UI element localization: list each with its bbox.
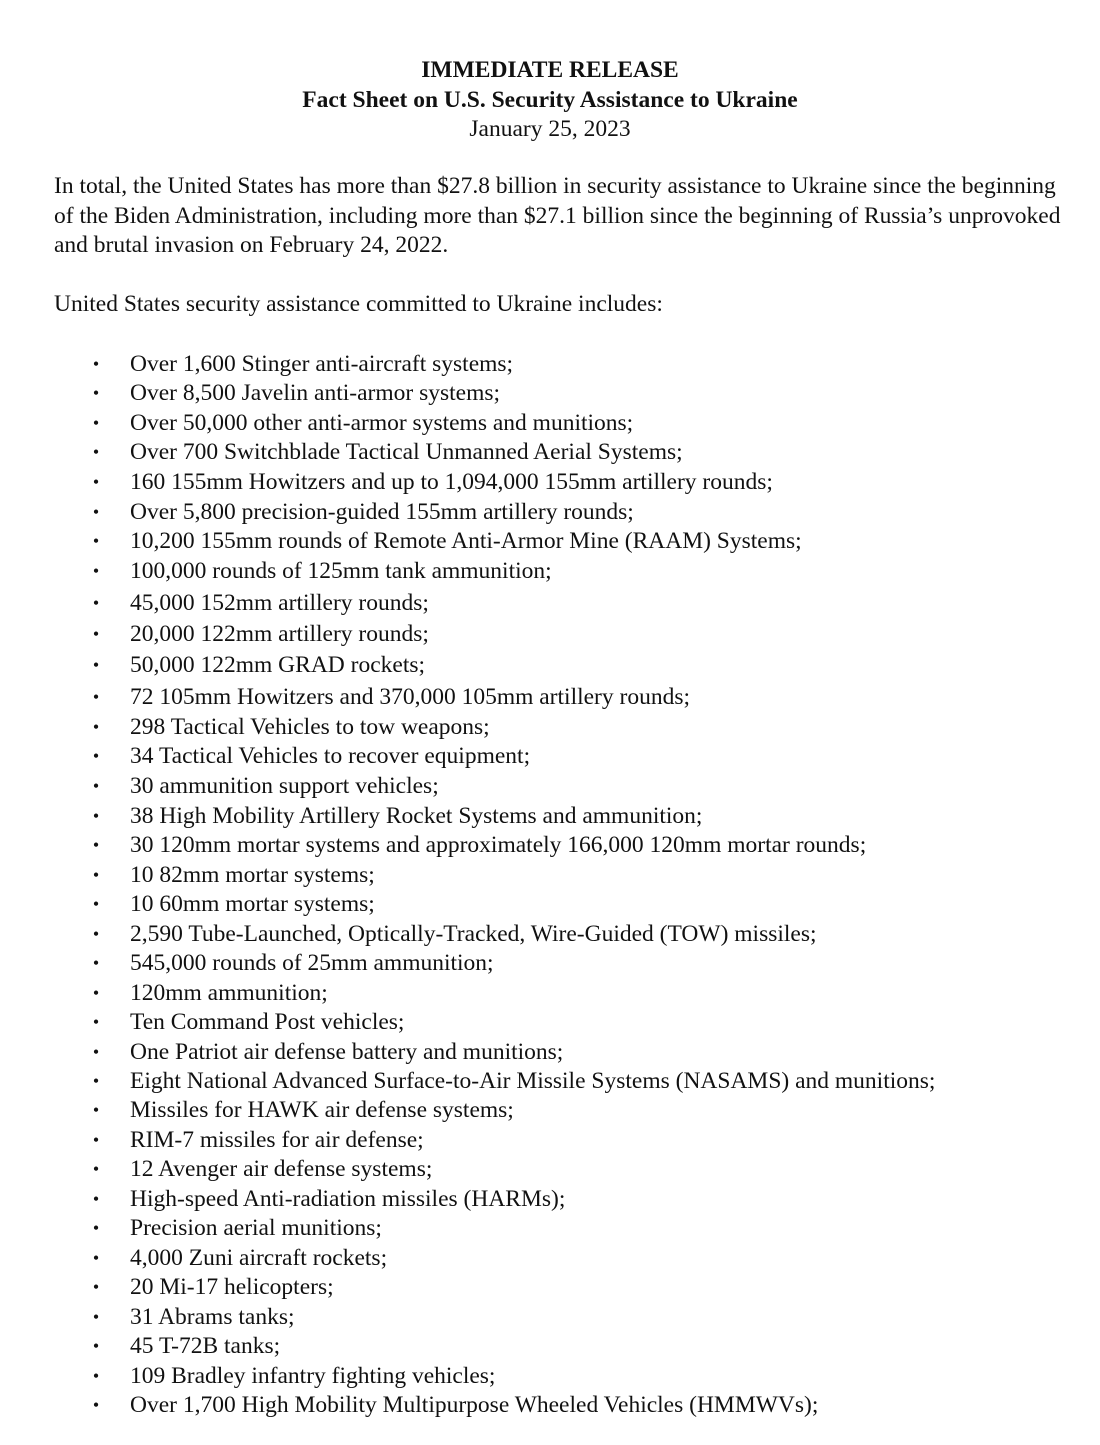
bullet-icon: • [92, 561, 100, 581]
list-item [0, 1331, 1100, 1361]
list-item [0, 526, 1100, 556]
list-item-text: 10 60mm mortar systems; [130, 891, 375, 917]
intro-paragraph: In total, the United States has more than $27.8 billion in security assistance to Ukraine since the beginning of the Biden Administration, including more than $27.1 billion since the beginning of Russia’s unprovoked and brutal invasion on February 24, 2022. [54, 173, 1061, 258]
bullet-icon: • [92, 806, 100, 826]
bullet-icon: • [92, 593, 100, 613]
list-item-text: 45 T-72B tanks; [130, 1333, 281, 1359]
list-item [0, 1390, 1100, 1420]
list-item-text: 30 ammunition support vehicles; [130, 773, 439, 799]
bullet-icon: • [92, 835, 100, 855]
list-item-text: 160 155mm Howitzers and up to 1,094,000 155mm artillery rounds; [130, 469, 773, 495]
bullet-icon: • [92, 1042, 100, 1062]
list-item-text: Over 5,800 precision-guided 155mm artillery rounds; [130, 499, 634, 525]
list-item [0, 860, 1100, 890]
list-item [0, 771, 1100, 801]
list-item [0, 948, 1100, 978]
bullet-icon: • [92, 354, 100, 374]
list-item [0, 556, 1100, 586]
bullet-icon: • [92, 1012, 100, 1032]
bullet-icon: • [92, 1071, 100, 1091]
list-item [0, 619, 1100, 649]
list-item [0, 1095, 1100, 1125]
list-item-text: High-speed Anti-radiation missiles (HARMs); [130, 1186, 566, 1212]
bullet-icon: • [92, 746, 100, 766]
bullet-icon: • [92, 1277, 100, 1297]
list-item [0, 1361, 1100, 1391]
list-item [0, 1213, 1100, 1243]
list-item-text: Over 8,500 Javelin anti-armor systems; [130, 380, 501, 406]
release-label: IMMEDIATE RELEASE [421, 57, 679, 83]
list-item-text: Precision aerial munitions; [130, 1215, 382, 1241]
list-item [0, 1184, 1100, 1214]
document-title: Fact Sheet on U.S. Security Assistance to Ukraine [302, 86, 798, 113]
list-item-text: 72 105mm Howitzers and 370,000 105mm artillery rounds; [130, 684, 691, 710]
list-item [0, 1125, 1100, 1155]
list-item-text: 2,590 Tube-Launched, Optically-Tracked, Wire-Guided (TOW) missiles; [130, 921, 817, 947]
list-item-text: 109 Bradley infantry fighting vehicles; [130, 1363, 496, 1389]
list-item-text: Over 1,700 High Mobility Multipurpose Wheeled Vehicles (HMMWVs); [130, 1392, 819, 1418]
list-item-text: 20 Mi-17 helicopters; [130, 1274, 334, 1300]
list-item [0, 378, 1100, 408]
list-item [0, 1154, 1100, 1184]
bullet-icon: • [92, 1248, 100, 1268]
list-item [0, 1037, 1100, 1067]
list-item-text: 50,000 122mm GRAD rockets; [130, 652, 426, 678]
bullet-icon: • [92, 413, 100, 433]
list-item [0, 741, 1100, 771]
list-item [0, 682, 1100, 712]
list-item [0, 650, 1100, 680]
bullet-icon: • [92, 383, 100, 403]
bullet-icon: • [92, 1336, 100, 1356]
list-item-text: 20,000 122mm artillery rounds; [130, 621, 429, 647]
list-item [0, 830, 1100, 860]
list-item [0, 408, 1100, 438]
document-header [0, 56, 1100, 145]
bullet-icon: • [92, 624, 100, 644]
list-item-text: 34 Tactical Vehicles to recover equipment; [130, 743, 531, 769]
list-item [0, 801, 1100, 831]
bullet-icon: • [92, 983, 100, 1003]
bullet-icon: • [92, 1395, 100, 1415]
bullet-icon: • [92, 502, 100, 522]
bullet-icon: • [92, 717, 100, 737]
list-item [0, 349, 1100, 379]
list-item-text: 298 Tactical Vehicles to tow weapons; [130, 714, 490, 740]
bullet-icon: • [92, 1366, 100, 1386]
bullet-icon: • [92, 687, 100, 707]
list-item-text: 10 82mm mortar systems; [130, 862, 375, 888]
list-item-text: 38 High Mobility Artillery Rocket Systems and ammunition; [130, 803, 703, 829]
list-item [0, 1243, 1100, 1273]
list-item-text: 12 Avenger air defense systems; [130, 1156, 433, 1182]
list-item [0, 1066, 1100, 1096]
bullet-icon: • [92, 1100, 100, 1120]
list-item [0, 1272, 1100, 1302]
bullet-icon: • [92, 894, 100, 914]
list-item-text: RIM-7 missiles for air defense; [130, 1127, 424, 1153]
bullet-icon: • [92, 924, 100, 944]
list-item-text: 100,000 rounds of 125mm tank ammunition; [130, 558, 552, 584]
list-item-text: 4,000 Zuni aircraft rockets; [130, 1245, 388, 1271]
list-item [0, 497, 1100, 527]
list-item [0, 889, 1100, 919]
list-item-text: Missiles for HAWK air defense systems; [130, 1097, 514, 1123]
bullet-icon: • [92, 1218, 100, 1238]
list-item [0, 467, 1100, 497]
bullet-icon: • [92, 865, 100, 885]
bullet-icon: • [92, 531, 100, 551]
list-lead-text: United States security assistance committed to Ukraine includes: [54, 291, 663, 317]
list-item [0, 437, 1100, 467]
bullet-icon: • [92, 1307, 100, 1327]
list-item-text: 10,200 155mm rounds of Remote Anti-Armor Mine (RAAM) Systems; [130, 528, 802, 554]
list-item-text: Over 700 Switchblade Tactical Unmanned Aerial Systems; [130, 439, 683, 465]
list-item-text: 31 Abrams tanks; [130, 1304, 295, 1330]
bullet-icon: • [92, 1130, 100, 1150]
bullet-icon: • [92, 953, 100, 973]
list-item-text: Over 1,600 Stinger anti-aircraft systems; [130, 351, 514, 377]
list-item-text: One Patriot air defense battery and munitions; [130, 1039, 564, 1065]
list-item-text: 545,000 rounds of 25mm ammunition; [130, 950, 494, 976]
list-item [0, 978, 1100, 1008]
bullet-icon: • [92, 442, 100, 462]
list-item [0, 1302, 1100, 1332]
bullet-icon: • [92, 1159, 100, 1179]
bullet-icon: • [92, 655, 100, 675]
bullet-icon: • [92, 776, 100, 796]
document-date: January 25, 2023 [469, 116, 631, 142]
list-item-text: Eight National Advanced Surface-to-Air Missile Systems (NASAMS) and munitions; [130, 1068, 936, 1094]
list-item-text: Over 50,000 other anti-armor systems and munitions; [130, 410, 634, 436]
list-item [0, 588, 1100, 618]
list-item [0, 919, 1100, 949]
list-item-text: 45,000 152mm artillery rounds; [130, 590, 429, 616]
list-item-text: 30 120mm mortar systems and approximately 166,000 120mm mortar rounds; [130, 832, 867, 858]
list-item-text: Ten Command Post vehicles; [130, 1009, 405, 1035]
list-item [0, 712, 1100, 742]
list-item-text: 120mm ammunition; [130, 980, 328, 1006]
bullet-icon: • [92, 1189, 100, 1209]
bullet-icon: • [92, 472, 100, 492]
list-item [0, 1007, 1100, 1037]
